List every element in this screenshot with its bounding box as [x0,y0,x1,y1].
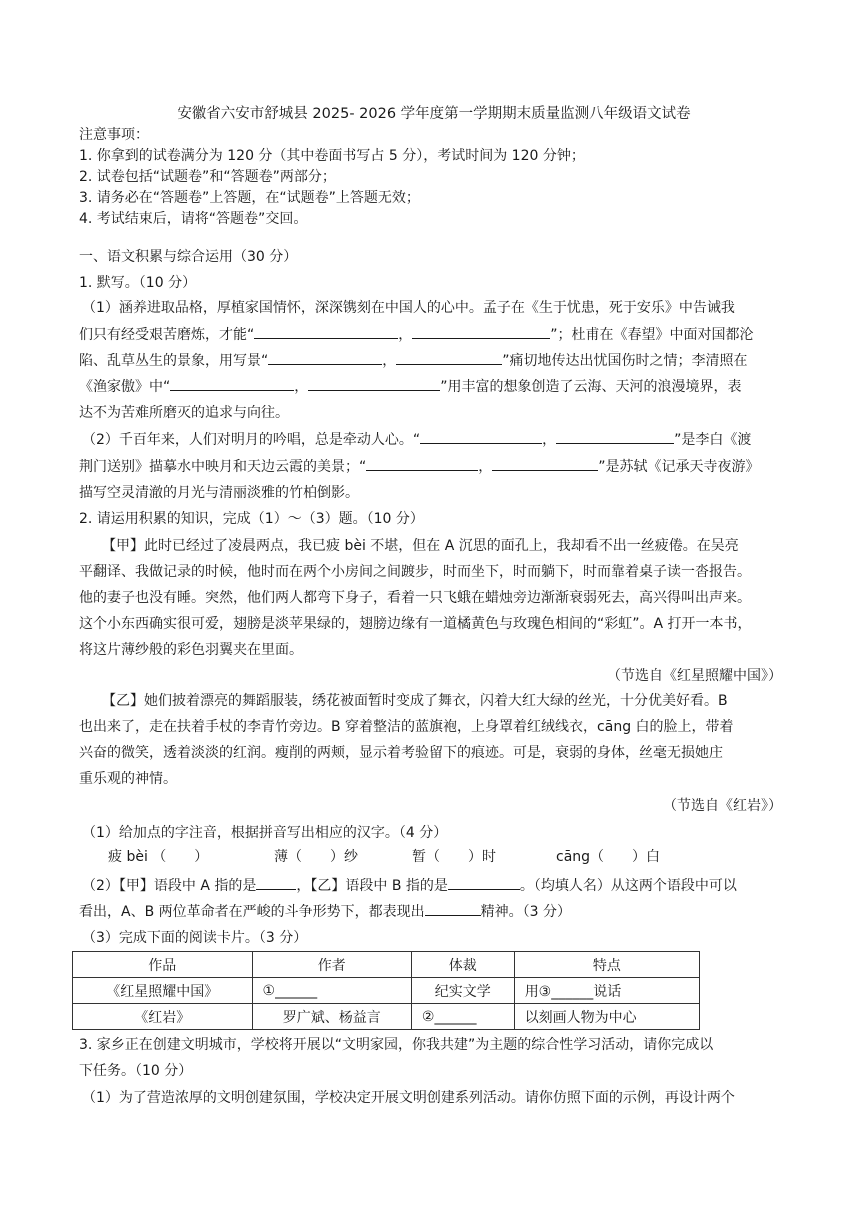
q2-sub2-line: （2）【甲】语段中 A 指的是 ，【乙】语段中 B 指的是 。（均填人名）从这两个语段中可以 [82,875,798,897]
q2-sub3-heading: （3）完成下面的阅读卡片。（3 分） [82,930,308,946]
notice-item: 1. 你拿到的试卷满分为 120 分（其中卷面书写占 5 分），考试时间为 120 分钟； [79,148,585,164]
answer-blank[interactable] [268,350,382,365]
q1-part1-line: 达不为苦难所磨灭的追求与向往。 [79,405,289,421]
notice-heading: 注意事项： [79,127,149,143]
answer-blank[interactable] [492,456,598,471]
notice-item: 2. 试卷包括“试题卷”和“答题卷”两部分； [79,169,336,185]
answer-blank[interactable] [448,875,520,890]
table-row [73,1004,700,1030]
q1-part2-line: 荆门送别》描摹水中映月和天边云霞的美景；“ ， ”是苏轼《记承天寺夜游》 [79,456,795,478]
table-header: 特点 [514,952,699,978]
table-cell[interactable]: ①______ [252,978,411,1004]
q1-part2-line: （2）千百年来，人们对明月的吟唱，总是牵动人心。“ ， ”是李白《渡 [82,429,798,451]
table-cell: 纪实文学 [411,978,514,1004]
question-1-heading: 1. 默写。（10 分） [79,275,197,291]
answer-blank[interactable] [170,376,294,391]
table-cell: 《红岩》 [73,1004,253,1030]
q1-part1-line: （1）涵养进取品格，厚植家国情怀，深深镌刻在中国人的心中。孟子在《生于忧患，死于安乐》中告诫我 [82,300,735,316]
table-cell: 以刻画人物为中心 [514,1004,699,1030]
pinyin-item[interactable]: 暂（ ）时 [412,849,496,865]
passage-jia-line: 将这片薄纱般的彩色羽翼夹在里面。 [79,642,303,658]
passage-source: （节选自《红岩》） [663,798,782,814]
passage-jia-line: 他的妻子也没有睡。突然，他们两人都弯下身子，看着一只飞蛾在蜡烛旁边渐渐衰弱死去，高兴得叫出声来。 [79,590,751,606]
question-3-line: 3. 家乡正在创建文明城市，学校将开展以“文明家园，你我共建”为主题的综合性学习活动，请你完成以 [79,1037,714,1053]
passage-source: （节选自《红星照耀中国》） [607,668,782,684]
answer-blank[interactable] [256,875,296,890]
q1-part1-line: 们只有经受艰苦磨炼，才能“ ， ”；杜甫在《春望》中面对国都沦 [79,324,795,346]
answer-blank[interactable] [556,429,674,444]
passage-yi-line: 也出来了，走在扶着手杖的李青竹旁边。B 穿着整洁的蓝旗袍，上身罩着红绒线衣，cāng 白的脸上，带着 [79,719,734,735]
table-cell: 罗广斌、杨益言 [252,1004,411,1030]
question-3-line: （1）为了营造浓厚的文明创建氛围，学校决定开展文明创建系列活动。请你仿照下面的示例，再设计两个 [82,1090,735,1106]
question-2-heading: 2. 请运用积累的知识，完成（1）～（3）题。（10 分） [79,511,424,527]
table-row [73,978,700,1004]
answer-blank[interactable] [425,901,481,916]
answer-blank[interactable] [396,350,502,365]
q1-part2-line: 描写空灵清澈的月光与清丽淡雅的竹柏倒影。 [79,485,359,501]
passage-jia-line: 【甲】此时已经过了凌晨两点，我已疲 bèi 不堪，但在 A 沉思的面孔上，我却看不出一丝疲倦。在吴亮 [102,538,739,554]
answer-blank[interactable] [412,324,550,339]
q2-sub2-line: 看出，A、B 两位革命者在严峻的斗争形势下，都表现出 精神。（3 分） [79,901,795,923]
answer-blank[interactable] [366,456,478,471]
answer-blank[interactable] [308,376,440,391]
passage-yi-line: 兴奋的微笑，透着淡淡的红润。瘦削的两颊，显示着考验留下的痕迹。可是，衰弱的身体，丝毫无损她庄 [79,745,723,761]
q1-part1-line: 陷、乱草丛生的景象，用写景“ ， ”痛切地传达出忧国伤时之情；李清照在 [79,350,795,372]
answer-blank[interactable] [420,429,542,444]
passage-jia-line: 这个小东西确实很可爱，翅膀是淡苹果绿的，翅膀边缘有一道橘黄色与玫瑰色相间的“彩虹”。A 打开一本书， [79,616,752,632]
q2-sub1-heading: （1）给加点的字注音，根据拼音写出相应的汉字。（4 分） [82,825,448,841]
passage-jia-line: 平翻译、我做记录的时候，他时而在两个小房间之间踱步，时而坐下，时而躺下，时而靠着桌子读一沓报告。 [79,564,751,580]
pinyin-item[interactable]: 薄（ ）纱 [274,849,358,865]
pinyin-item[interactable]: 疲 bèi （ ） [108,849,209,865]
table-header: 体裁 [411,952,514,978]
question-3-line: 下任务。（10 分） [79,1063,193,1079]
pinyin-item[interactable]: cāng（ ）白 [556,849,661,865]
passage-yi-line: 重乐观的神情。 [79,771,177,787]
table-cell[interactable]: 用③______说话 [514,978,699,1004]
passage-yi-line: 【乙】她们披着漂亮的舞蹈服装，绣花被面暂时变成了舞衣，闪着大红大绿的丝光，十分优美好看。B [102,693,728,709]
table-header-row [73,952,700,978]
table-header: 作者 [252,952,411,978]
section-heading: 一、语文积累与综合运用（30 分） [79,249,298,265]
reading-card-table [72,951,700,1030]
notice-item: 3. 请务必在“答题卷”上答题，在“试题卷”上答题无效； [79,190,420,206]
table-header: 作品 [73,952,253,978]
q1-part1-line: 《渔家傲》中“ ， ”用丰富的想象创造了云海、天河的浪漫境界，表 [79,376,795,398]
table-cell[interactable]: ②______ [411,1004,514,1030]
notice-item: 4. 考试结束后，请将“答题卷”交回。 [79,211,308,227]
exam-title: 安徽省六安市舒城县 2025- 2026 学年度第一学期期末质量监测八年级语文试卷 [177,106,691,122]
table-cell: 《红星照耀中国》 [73,978,253,1004]
answer-blank[interactable] [254,324,398,339]
